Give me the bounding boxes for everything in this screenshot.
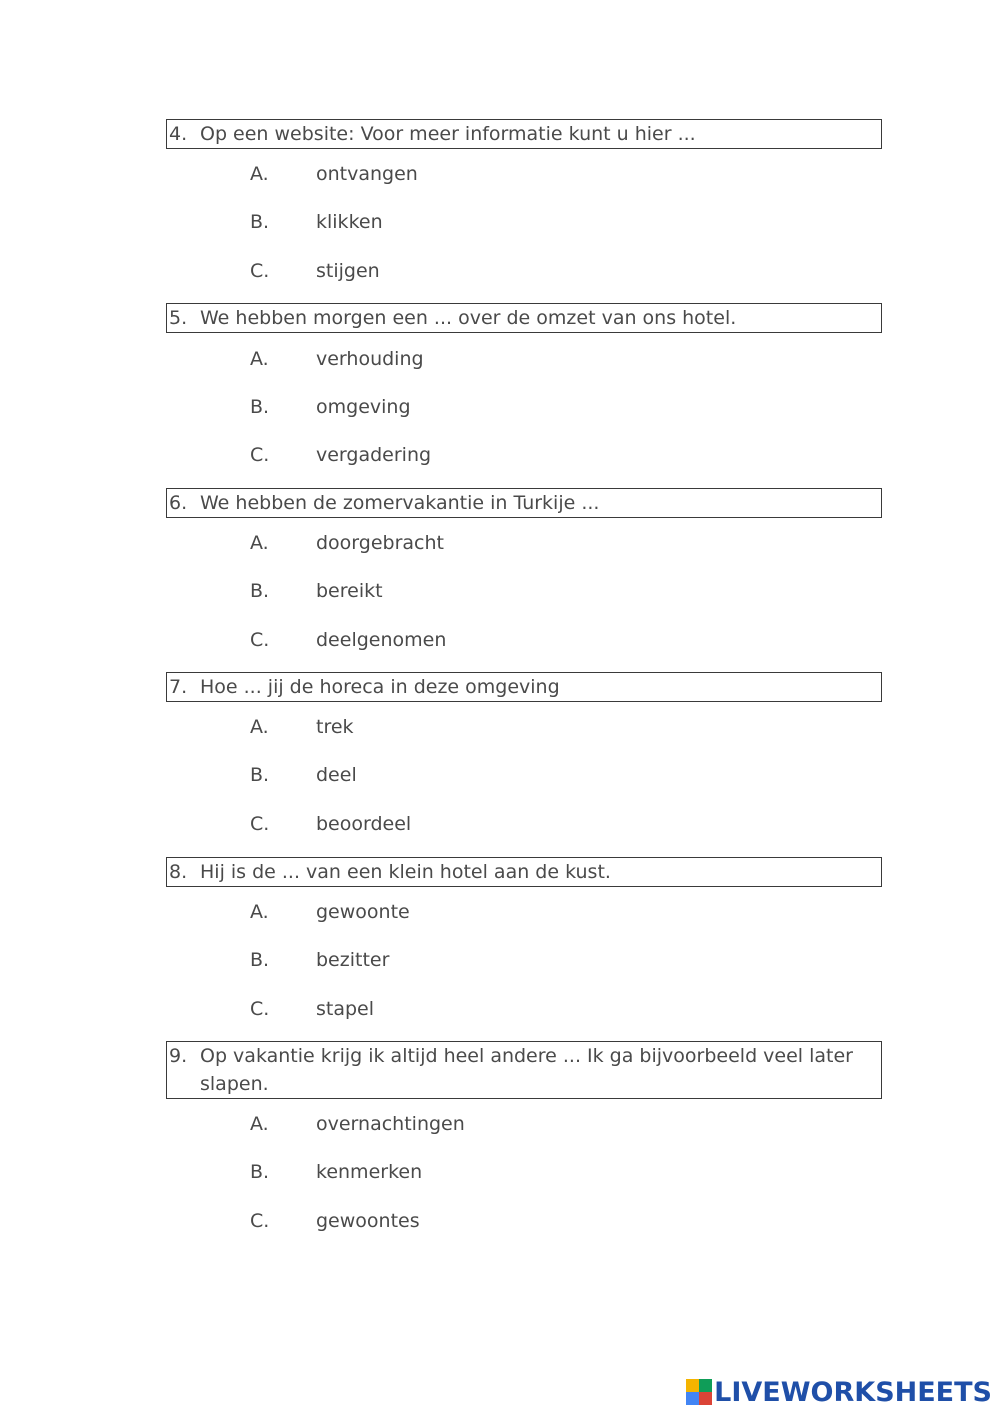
question-number: 7. — [169, 676, 188, 698]
answer-option[interactable] — [250, 1160, 650, 1184]
question-number: 5. — [169, 307, 188, 329]
option-text: stijgen — [316, 260, 380, 282]
option-letter: C. — [250, 1210, 270, 1232]
question-box — [166, 857, 882, 887]
question-text: Hoe ... jij de horeca in deze omgeving — [200, 676, 560, 698]
answer-option[interactable] — [250, 715, 650, 739]
option-letter: A. — [250, 901, 269, 923]
question-text: We hebben morgen een ... over de omzet van ons hotel. — [200, 307, 737, 329]
answer-option[interactable] — [250, 395, 650, 419]
option-letter: A. — [250, 348, 269, 370]
question-box — [166, 672, 882, 702]
option-text: gewoonte — [316, 901, 410, 923]
answer-option[interactable] — [250, 948, 650, 972]
answer-option[interactable] — [250, 347, 650, 371]
option-letter: B. — [250, 396, 270, 418]
option-text: gewoontes — [316, 1210, 420, 1232]
answer-option[interactable] — [250, 1209, 650, 1233]
option-text: vergadering — [316, 444, 432, 466]
question-box — [166, 303, 882, 333]
answer-option[interactable] — [250, 763, 650, 787]
answer-option[interactable] — [250, 531, 650, 555]
option-text: trek — [316, 716, 354, 738]
option-text: klikken — [316, 211, 383, 233]
option-letter: C. — [250, 444, 270, 466]
question-number: 4. — [169, 123, 188, 145]
question-box — [166, 1041, 882, 1099]
question-text: Op een website: Voor meer informatie kunt u hier ... — [200, 123, 696, 145]
question-text: Hij is de ... van een klein hotel aan de kust. — [200, 861, 611, 883]
answer-option[interactable] — [250, 812, 650, 836]
option-text: beoordeel — [316, 813, 412, 835]
option-letter: C. — [250, 813, 270, 835]
answer-option[interactable] — [250, 210, 650, 234]
option-letter: B. — [250, 764, 270, 786]
option-text: deel — [316, 764, 357, 786]
option-letter: B. — [250, 211, 270, 233]
option-letter: B. — [250, 949, 270, 971]
question-text: We hebben de zomervakantie in Turkije ... — [200, 492, 600, 514]
option-letter: B. — [250, 580, 270, 602]
question-box — [166, 488, 882, 518]
answer-option[interactable] — [250, 443, 650, 467]
question-box — [166, 119, 882, 149]
logo-squares-icon — [686, 1379, 712, 1405]
question-number: 6. — [169, 492, 188, 514]
answer-option[interactable] — [250, 628, 650, 652]
option-text: overnachtingen — [316, 1113, 465, 1135]
option-letter: A. — [250, 716, 269, 738]
option-letter: A. — [250, 163, 269, 185]
answer-option[interactable] — [250, 997, 650, 1021]
option-text: ontvangen — [316, 163, 418, 185]
option-letter: B. — [250, 1161, 270, 1183]
option-text: omgeving — [316, 396, 411, 418]
answer-option[interactable] — [250, 579, 650, 603]
liveworksheets-logo[interactable] — [686, 1377, 992, 1407]
option-letter: C. — [250, 260, 270, 282]
question-text: Op vakantie krijg ik altijd heel andere ... Ik ga bijvoorbeeld veel later slapen. — [200, 1045, 853, 1095]
option-text: stapel — [316, 998, 375, 1020]
option-text: kenmerken — [316, 1161, 423, 1183]
answer-option[interactable] — [250, 900, 650, 924]
option-text: bereikt — [316, 580, 383, 602]
answer-option[interactable] — [250, 259, 650, 283]
option-text: doorgebracht — [316, 532, 444, 554]
option-letter: C. — [250, 629, 270, 651]
answer-option[interactable] — [250, 1112, 650, 1136]
option-text: verhouding — [316, 348, 424, 370]
option-text: deelgenomen — [316, 629, 447, 651]
option-text: bezitter — [316, 949, 390, 971]
answer-option[interactable] — [250, 162, 650, 186]
question-number: 8. — [169, 861, 188, 883]
option-letter: A. — [250, 532, 269, 554]
option-letter: C. — [250, 998, 270, 1020]
logo-text: LIVEWORKSHEETS — [714, 1376, 992, 1408]
option-letter: A. — [250, 1113, 269, 1135]
question-number: 9. — [169, 1045, 188, 1067]
